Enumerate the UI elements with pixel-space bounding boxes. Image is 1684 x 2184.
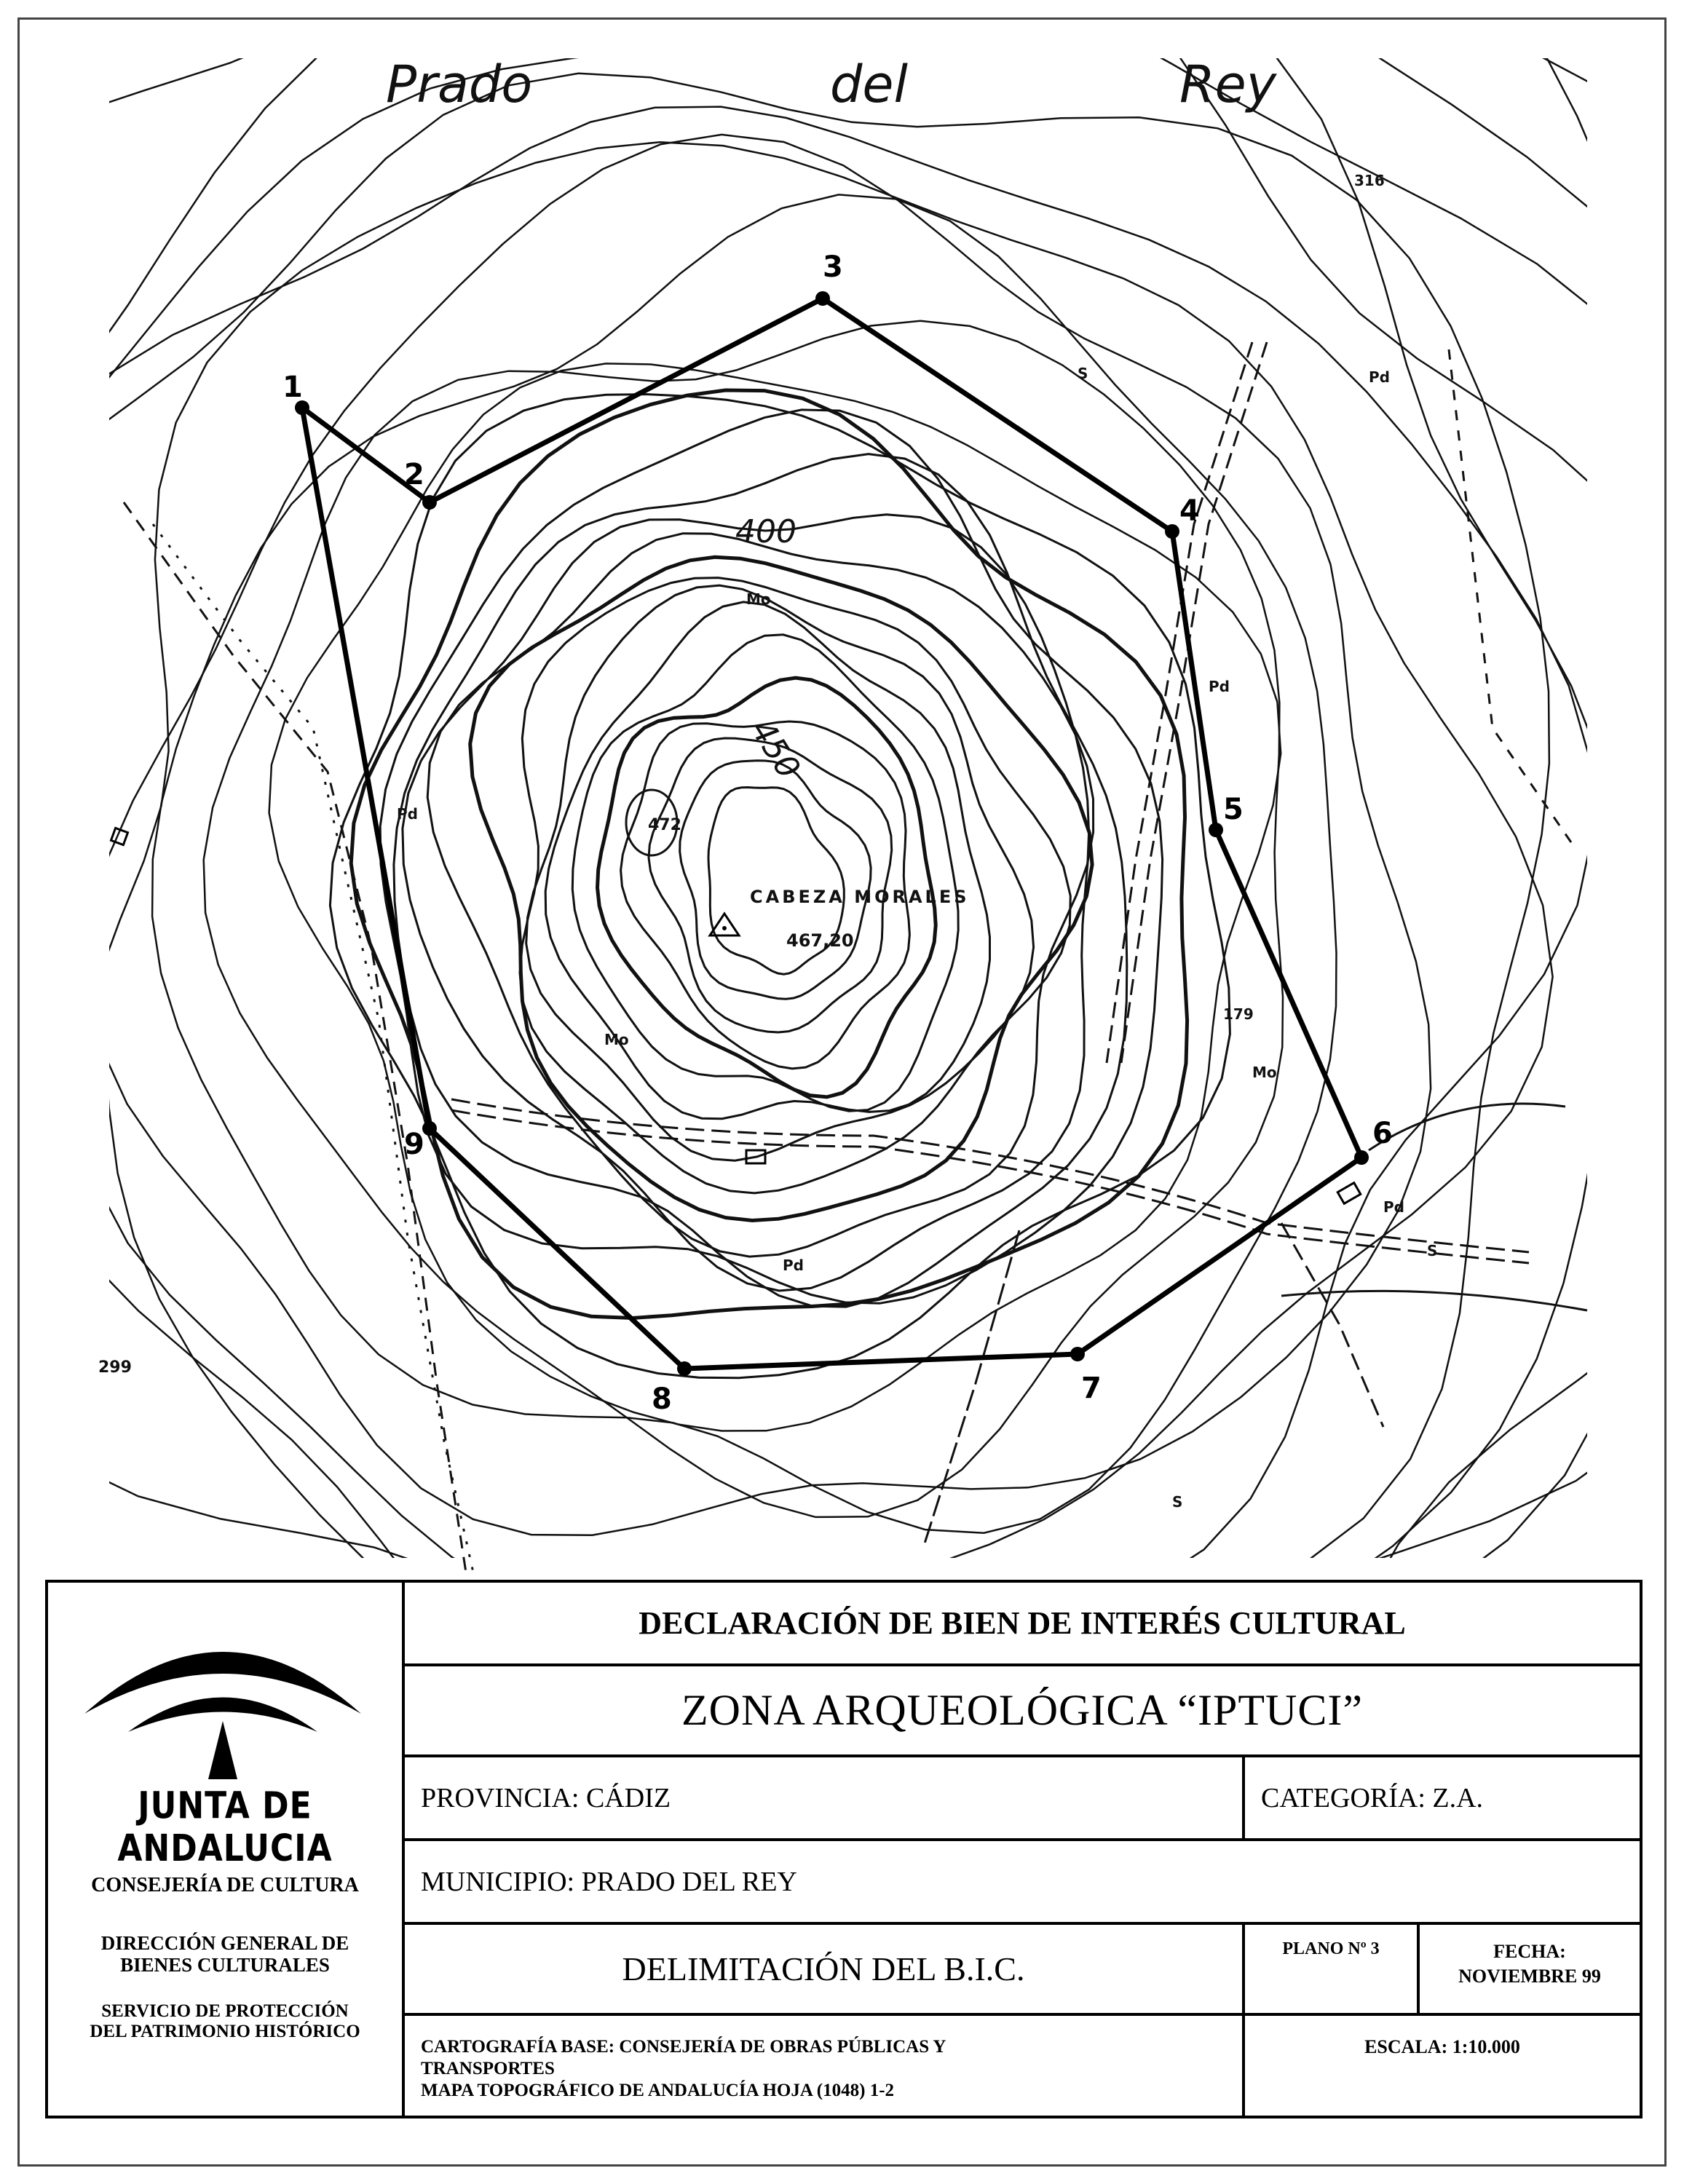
vertex-2-label: 2 [404,458,424,491]
logo-panel [48,1583,405,2116]
land-use-code: Pd [783,1257,804,1274]
fecha-label: FECHA: [1493,1941,1566,1962]
land-use-code: Pd [397,805,418,823]
land-use-code: Pd [1383,1198,1404,1216]
provincia-field: PROVINCIA: CÁDIZ [421,1782,671,1813]
brand-name: JUNTA DE ANDALUCIA [117,1784,333,1870]
place-name-word-1: Prado [386,55,533,114]
vertex-3-marker [815,291,830,306]
declaracion-title: DECLARACIÓN DE BIEN DE INTERÉS CULTURAL [639,1605,1406,1641]
spot-heights [98,172,1385,1377]
cartografia-line-3: MAPA TOPOGRÁFICO DE ANDALUCÍA HOJA (1048) 1-2 [421,2081,895,2100]
track-south-road [925,1230,1019,1543]
vertex-7-marker [1070,1347,1085,1361]
land-use-code: Mo [604,1031,629,1048]
contour-line [572,635,958,1112]
contour-label-450: 450 [743,713,807,786]
place-name [386,55,1278,114]
land-use-code: Pd [1209,678,1230,695]
summit-elevation: 467,20 [786,930,854,951]
spot-height-299: 299 [98,1358,132,1377]
vertex-6-marker [1354,1150,1369,1165]
contour-line [88,135,1431,1535]
land-use-code: S [1427,1242,1438,1259]
land-use-codes [397,365,1437,1511]
vertex-labels [282,250,1393,1416]
summit-dot [722,926,727,930]
building-icon [111,828,127,844]
servicio-proteccion [48,2001,402,2042]
roads-and-tracks [124,342,1587,1572]
contour-label-400: 400 [735,513,796,550]
servicio-line-1: SERVICIO DE PROTECCIÓN [101,2001,349,2021]
building-icon [1337,1183,1361,1204]
vertex-2-marker [422,495,437,510]
info-panel [405,1583,1640,2116]
logo-pillar-icon [208,1721,237,1779]
direccion-general [48,1932,402,1976]
fecha-field [1417,1925,1640,2013]
contour-line [403,515,1089,1291]
direccion-line-1: DIRECCIÓN GENERAL DE [100,1932,349,1954]
spot-height-316: 316 [1354,172,1385,189]
plano-field: PLANO Nº 3 [1242,1925,1417,2013]
vertex-6-label: 6 [1372,1117,1393,1150]
land-use-code: Mo [746,590,771,608]
vertex-8-label: 8 [652,1382,672,1416]
land-use-code: S [1078,365,1088,382]
vertex-5-label: 5 [1223,793,1244,826]
power-line [153,524,473,1572]
land-use-code: Mo [1252,1064,1277,1081]
road-east-parallel [1121,342,1267,1063]
fecha-value: NOVIEMBRE 99 [1458,1966,1601,1987]
vertex-8-marker [677,1361,692,1376]
delimitacion-row [405,1925,1640,2016]
contour-line [526,585,1034,1160]
track-east-curve [1369,1104,1565,1150]
categoria-field: CATEGORÍA: Z.A. [1242,1757,1640,1838]
vertex-4-label: 4 [1179,494,1200,528]
land-use-code: Pd [1369,368,1390,386]
direccion-line-2: BIENES CULTURALES [120,1954,330,1976]
cartografia-field [405,2016,1242,2116]
servicio-line-2: DEL PATRIMONIO HISTÓRICO [90,2022,360,2041]
track-southeast [1281,1223,1383,1427]
vertex-5-marker [1209,823,1223,837]
cartografia-line-2: TRANSPORTES [421,2059,555,2078]
road-south [451,1099,1529,1252]
municipio-field: MUNICIPIO: PRADO DEL REY [421,1866,797,1897]
place-name-word-2: del [830,55,908,114]
title-block [45,1580,1643,2118]
land-use-code: S [1172,1493,1183,1511]
stream-east [1449,349,1573,844]
vertex-7-label: 7 [1081,1372,1102,1405]
spot-height-472: 472 [648,816,681,834]
contour-line [152,194,1336,1532]
vertex-3-label: 3 [823,250,843,284]
vertex-4-marker [1165,524,1179,539]
cartografia-line-1: CARTOGRAFÍA BASE: CONSEJERÍA DE OBRAS PÚBLICAS Y [421,2037,946,2057]
vertex-9-marker [422,1121,437,1136]
building-symbols [111,828,1360,1203]
summit-marker [710,887,970,951]
declaracion-row [405,1583,1640,1666]
vertex-1-label: 1 [282,371,303,404]
escala-field: ESCALA: 1:10.000 [1242,2016,1640,2116]
summit-name: CABEZA MORALES [750,887,970,907]
spot-height-179: 179 [1223,1005,1254,1023]
cartografia-row [405,2016,1640,2116]
consejeria-name: CONSEJERÍA DE CULTURA [91,1874,359,1896]
provincia-row [405,1757,1640,1841]
delimitacion-field: DELIMITACIÓN DEL B.I.C. [622,1950,1025,1987]
place-name-word-3: Rey [1179,55,1277,114]
vertex-9-label: 9 [404,1128,424,1161]
zona-row [405,1666,1640,1757]
municipio-row [405,1841,1640,1925]
junta-andalucia-logo [77,1605,368,1779]
road-south-parallel [451,1110,1529,1263]
zona-title: ZONA ARQUEOLÓGICA “IPTUCI” [681,1686,1363,1734]
